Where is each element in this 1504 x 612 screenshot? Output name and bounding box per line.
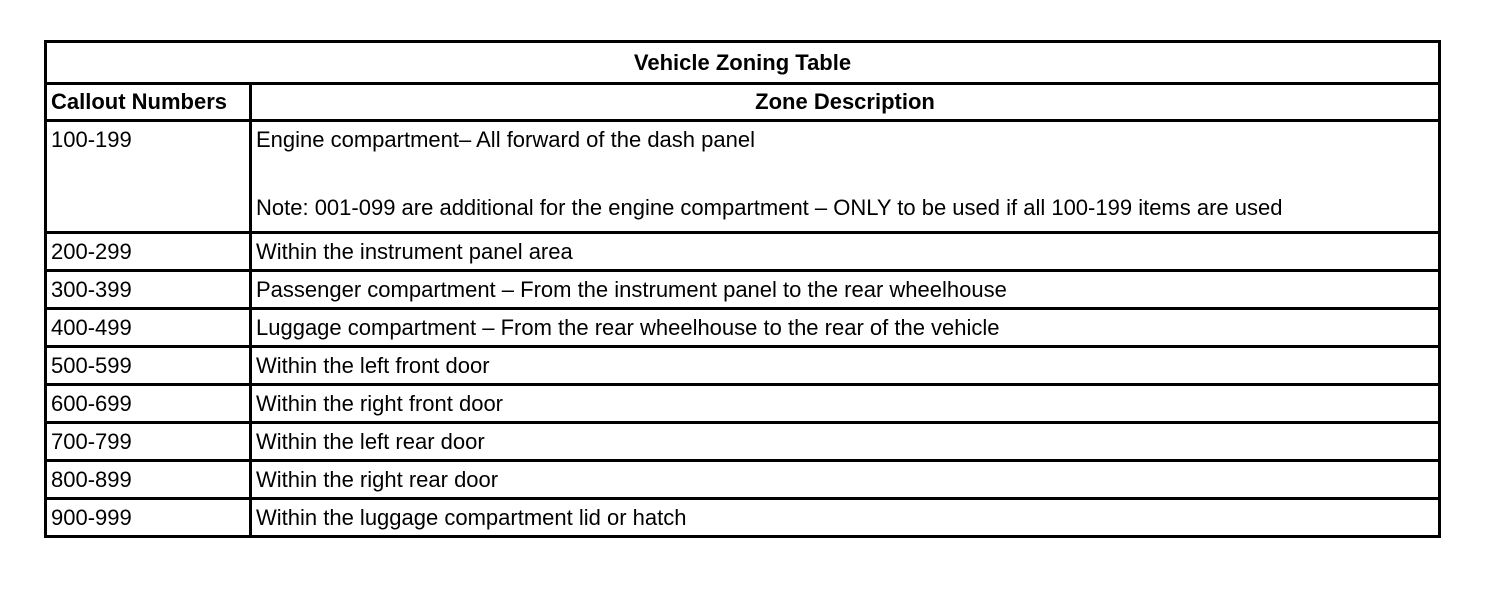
table-row <box>46 499 1440 537</box>
callout-cell: 700-799 <box>46 423 251 461</box>
table-header-row <box>46 84 1440 121</box>
description-cell: Within the right front door <box>251 385 1440 423</box>
callout-cell: 400-499 <box>46 309 251 347</box>
table-row <box>46 309 1440 347</box>
callout-cell: 800-899 <box>46 461 251 499</box>
column-header-description: Zone Description <box>251 84 1440 121</box>
table-title-row <box>46 42 1440 84</box>
description-cell: Within the left front door <box>251 347 1440 385</box>
description-cell: Luggage compartment – From the rear wheelhouse to the rear of the vehicle <box>251 309 1440 347</box>
description-cell: Passenger compartment – From the instrument panel to the rear wheelhouse <box>251 271 1440 309</box>
description-cell <box>251 121 1440 233</box>
vehicle-zoning-table <box>44 40 1441 538</box>
callout-cell: 200-299 <box>46 233 251 271</box>
table-row <box>46 347 1440 385</box>
table-row <box>46 385 1440 423</box>
description-text: Engine compartment– All forward of the dash panel <box>256 127 755 152</box>
table-row <box>46 423 1440 461</box>
description-cell: Within the luggage compartment lid or hatch <box>251 499 1440 537</box>
description-cell: Within the left rear door <box>251 423 1440 461</box>
table-row <box>46 233 1440 271</box>
table-title: Vehicle Zoning Table <box>46 42 1440 84</box>
column-header-callout: Callout Numbers <box>46 84 251 121</box>
callout-cell: 900-999 <box>46 499 251 537</box>
description-note: Note: 001-099 are additional for the engine compartment – ONLY to be used if all 100-199 items are used <box>256 195 1283 220</box>
description-cell: Within the right rear door <box>251 461 1440 499</box>
table-row <box>46 121 1440 233</box>
description-cell: Within the instrument panel area <box>251 233 1440 271</box>
callout-cell: 300-399 <box>46 271 251 309</box>
table-row <box>46 271 1440 309</box>
callout-cell: 600-699 <box>46 385 251 423</box>
table-row <box>46 461 1440 499</box>
callout-cell: 500-599 <box>46 347 251 385</box>
callout-cell: 100-199 <box>46 121 251 233</box>
